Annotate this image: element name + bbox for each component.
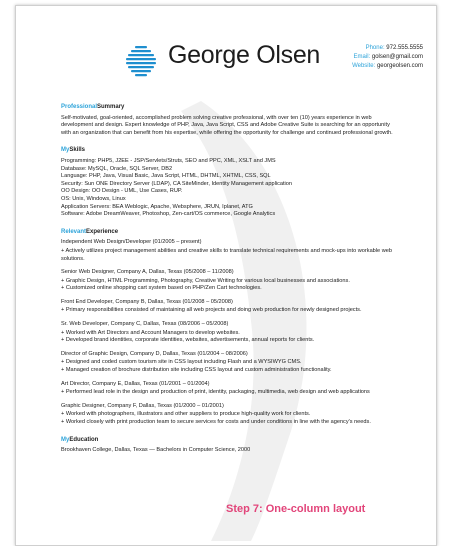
job-title: Senior Web Designer, Company A, Dallas, Texas (05/2008 – 11/2008) [61, 269, 234, 276]
job-bullet: + Managed creation of brochure distribution site including CSS layout and custom administration functionality. [61, 367, 332, 374]
job-title: Director of Graphic Design, Company D, Dallas, Texas (01/2004 – 08/2006) [61, 350, 248, 357]
job-bullet: + Worked with Art Directors and Account Managers to develop websites. [61, 329, 240, 336]
resume-page [15, 5, 437, 546]
email-value[interactable]: golsen@gmail.com [371, 54, 423, 60]
skill-line: OS: Unix, Windows, Linux [61, 195, 126, 202]
job-entry [61, 351, 396, 375]
job-entry [61, 269, 396, 293]
job-title: Sr. Web Developer, Company C, Dallas, Texas (08/2006 – 05/2008) [61, 321, 229, 328]
skill-line: Security: Sun ONE Directory Server (LDAP), CA SiteMinder, Identity Management application [61, 180, 292, 187]
skill-line: OO Design: OO Design - UML, Use Cases, RUP. [61, 188, 183, 195]
email-label: Email: [353, 54, 371, 60]
resume-header [16, 6, 436, 96]
website-value[interactable]: georgeolsen.com [376, 63, 423, 69]
resume-content [61, 94, 396, 455]
skill-line: Language: PHP, Java, Visual Basic, Java Script, HTML, DHTML, XHTML, CSS, SQL [61, 173, 271, 180]
skills-list [61, 158, 396, 219]
job-bullet: + Developed brand identities, corporate identities, websites, advertisements, annual reports for clients. [61, 337, 315, 344]
job-bullet: + Designed and coded custom tourism site in CSS layout including Flash and a WYSIWYG CMS. [61, 359, 302, 366]
job-bullet: + Graphic Design, HTML Programming, Photography, Creative Writing for various local businesses and associations. [61, 277, 350, 284]
skill-line: Software: Adobe DreamWeaver, Photoshop, Zen-cart/OS commerce, Google Analytics [61, 211, 276, 218]
job-entry [61, 321, 396, 345]
job-title: Independent Web Design/Developer (01/2005 – present) [61, 239, 202, 246]
job-entry [61, 381, 396, 397]
job-bullet: + Customized online shopping cart system based on PHP/Zen Cart technologies. [61, 285, 262, 292]
summary-text: Self-motivated, goal-oriented, accomplished problem solving creative professional, with over ten (10) years experience in web development and design. Expert knowledge of PHP, Java, Java Script, CSS and Adobe Creative Suite is searching for an opportunity with an organization that can benefit from his expertise, while offering the opportunity for challenge and continued professional growth. [61, 114, 393, 136]
job-title: Front End Developer, Company B, Dallas, Texas (01/2008 – 05/2008) [61, 298, 233, 305]
website-label: Website: [352, 63, 376, 69]
contact-block [352, 44, 423, 71]
job-entry [61, 403, 396, 427]
job-entry [61, 299, 396, 315]
job-bullet: + Primary responsibilities consisted of maintaining all web projects and doing web production for newly designed projects. [61, 307, 362, 314]
summary-heading: ProfessionalSummary [61, 104, 125, 110]
experience-heading: RelevantExperience [61, 228, 119, 235]
job-bullet: + Performed lead role in the design and production of print, identity, packaging, multimedia, web design and web applications [61, 389, 370, 396]
skill-line: Application Servers: BEA Weblogic, Apache, Websphere, JRUN, Iplanet, ATG [61, 203, 253, 210]
job-title: Graphic Designer, Company F, Dallas, Texas (01/2000 – 01/2001) [61, 402, 224, 409]
job-bullet: + Worked closely with print production team to secure services for costs and under conditions in line with the agency's needs. [61, 419, 371, 425]
candidate-name: George Olsen [168, 41, 321, 69]
job-bullet: + Actively utilizes project management abilities and creative skills to translate technical requirements and mock-ups into workable web solutions. [61, 247, 392, 262]
skills-heading: MySkills [61, 147, 86, 154]
logo-icon [126, 45, 156, 77]
skill-line: Programming: PHP5, J2EE - JSP/Servlets/Struts, SEO and PPC, XML, XSLT and JMS [61, 157, 276, 164]
phone-value: 972.555.5555 [386, 45, 423, 51]
step-caption: Step 7: One-column layout [226, 503, 366, 515]
phone-label: Phone: [365, 45, 385, 51]
skill-line: Database: MySQL, Oracle, SQL Server, DB2 [61, 165, 173, 172]
job-title: Art Director, Company E, Dallas, Texas (01/2001 – 01/2004) [61, 380, 210, 387]
education-line: Brookhaven College, Dallas, Texas — Bachelors in Computer Science, 2000 [61, 447, 251, 454]
job-bullet: + Worked with photographers, illustrators and other suppliers to produce high-quality work for clients. [61, 411, 311, 418]
job-entry [61, 239, 396, 263]
education-heading: MyEducation [61, 436, 99, 443]
